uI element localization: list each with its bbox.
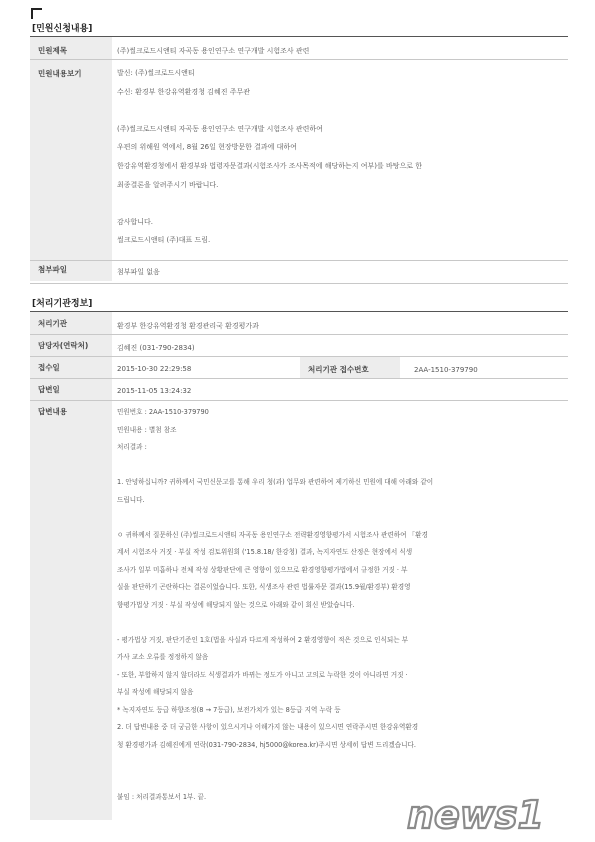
text-line: 2. 더 답변내용 중 더 궁금한 사항이 있으시거나 이해가지 않는 내용이 있으시면 연락주시면 한강유역환경	[117, 723, 419, 731]
label-answered: 답변일	[38, 385, 60, 394]
row-divider	[30, 334, 568, 335]
label-contact: 담당자(연락처)	[38, 341, 89, 350]
text-line: - 평가법상 거짓, 판단기준인 1호(법을 사실과 다르게 작성하여 2 환경영향이 적은 것으로 인식되는 부	[117, 635, 409, 644]
text-line: 가사 교소 오류를 정정하지 않음	[117, 653, 209, 661]
text-line: 감사합니다.	[117, 217, 154, 226]
answered-value: 2015-11-05 13:24:32	[117, 387, 192, 395]
subject-value: (주)씰크로드시앤티 자곡동 용인연구소 연구개발 시험조사 관련	[117, 47, 310, 55]
text-line: 처리결과 :	[117, 443, 147, 451]
row-divider	[30, 356, 568, 357]
text-line: 민원내용 : 별첨 참조	[117, 425, 177, 434]
received-value: 2015-10-30 22:29:58	[117, 365, 192, 373]
row-divider	[30, 283, 568, 284]
text-line: 1. 안녕하십니까? 귀하께서 국민신문고를 통해 우리 청(과) 업무와 관련하여 제기하신 민원에 대해 아래와 같이	[117, 478, 434, 486]
text-line: 부실 작성에 해당되지 않음	[117, 688, 194, 696]
text-line: 민원번호 : 2AA-1510-379790	[117, 408, 209, 416]
text-line: 실을 판단하기 곤란하다는 결론이었습니다. 또한, 식생조사 관련 법률자문 결과(15.9월/환경부) 환경영	[117, 583, 411, 591]
label-receipt-no: 처리기관 접수번호	[308, 365, 369, 374]
label-agency: 처리기관	[38, 319, 67, 328]
text-line: ㅇ 귀하께서 질문하신 (주)씰크로드시앤티 자곡동 용인연구소 전략환경영향평가서 시험조사 관련하여 「환경	[117, 530, 428, 539]
label-answer: 답변내용	[38, 407, 67, 416]
text-line: (주)씰크로드시앤티 자곡동 용인연구소 연구개발 시험조사 관련하여	[117, 124, 323, 133]
row-divider	[30, 378, 568, 379]
label-subject: 민원제목	[38, 46, 67, 55]
text-line: 드립니다.	[117, 495, 145, 504]
row-divider	[30, 400, 568, 401]
agency-value: 환경부 한강유역환경청 환경관리국 환경평가과	[117, 322, 259, 330]
text-line: 한강유역환경청에서 환경부와 법령자문결과(시험조사가 조사목적에 해당하는지 여부)를 바탕으로 한	[117, 162, 423, 170]
text-line: 향평가법상 거짓 · 부실 작성에 해당되지 않는 것으로 아래와 같이 회신 받았습니다.	[117, 600, 355, 609]
text-line: 씰크로드시앤티 (주)대표 드림.	[117, 236, 211, 245]
label-content: 민원내용보기	[38, 69, 82, 78]
corner-mark	[31, 8, 42, 19]
attachment-value: 첨부파일 없음	[117, 268, 160, 276]
contact-value: 김혜진 (031-790-2834)	[117, 344, 195, 352]
text-line: 우편의 위해원 역에서, 8월 26일 현장방문한 결과에 대하여	[117, 143, 297, 152]
section-title-agency: [처리기관정보]	[32, 299, 93, 309]
text-line: 발신: (주)씰크로드시앤티	[117, 69, 195, 77]
text-line: - 또한, 부합하지 않지 않더라도 식생결과가 바뀌는 정도가 아니고 고의로 누락한 것이 아니라면 거짓 ·	[117, 670, 408, 679]
text-line: 수신: 환경부 한강유역환경청 김혜진 주무관	[117, 87, 250, 96]
text-line: 최종결론을 알려주시기 바랍니다.	[117, 180, 219, 189]
section-title-application: [민원신청내용]	[32, 24, 93, 34]
watermark-text: news1	[407, 793, 544, 836]
text-line: 계서 시험조사 거짓 · 부실 작성 검토위원회 ('15.8.18/ 한강청) 결과, 녹지자연도 산정은 현장에서 식생	[117, 548, 413, 556]
text-line: 붙임 : 처리결과통보서 1부. 끝.	[117, 793, 207, 801]
news1-watermark	[405, 788, 581, 836]
text-line: 청 환경평가과 김혜진에게 연락(031-790-2834, hj5000@korea.kr)주시면 상세히 답변 드리겠습니다.	[117, 740, 416, 749]
row-divider	[30, 59, 568, 60]
text-line: * 녹지자연도 등급 하향조정(8 → 7등급), 보전가치가 있는 8등급 지역 누락 등	[117, 705, 341, 714]
receipt-no-value: 2AA-1510-379790	[414, 366, 478, 374]
text-line: 조사가 일부 미흡하나 전체 작성 상황판단에 큰 영향이 있으므로 환경영향평가법에서 규정한 거짓 · 부	[117, 565, 408, 574]
label-received: 접수일	[38, 363, 60, 372]
label-attachment: 첨부파일	[38, 265, 67, 274]
